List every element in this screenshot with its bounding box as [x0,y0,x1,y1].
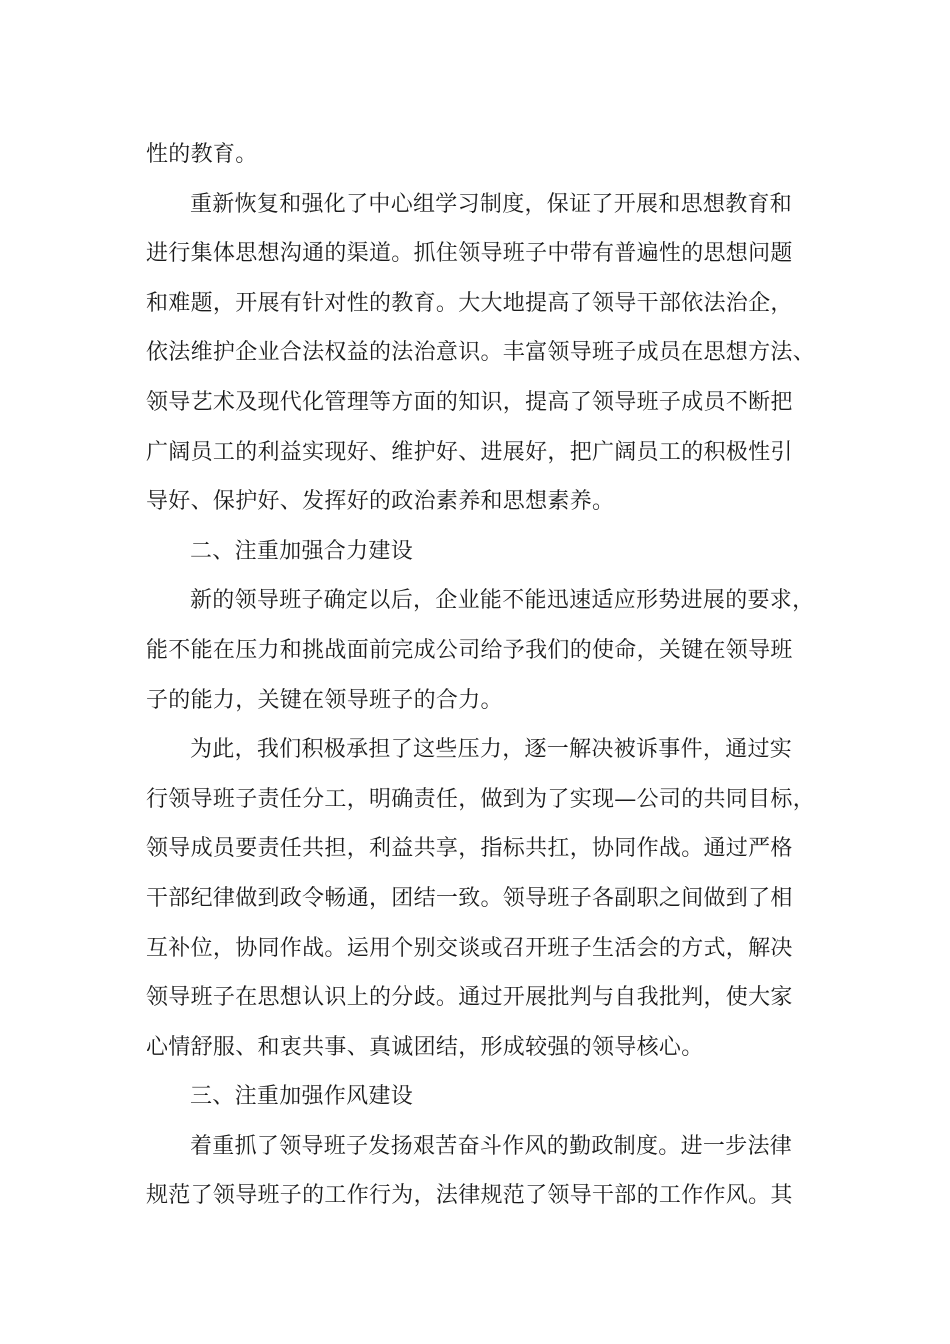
body-line: 导好、保护好、发挥好的政治素养和思想素养。 [146,489,615,515]
body-line: 能不能在压力和挑战面前完成公司给予我们的使命，关键在领导班 [146,637,793,663]
body-line: 领导成员要责任共担，利益共享，指标共扛，协同作战。通过严格 [146,836,793,862]
body-line: 和难题，开展有针对性的教育。大大地提高了领导干部依法治企， [146,290,793,316]
body-line: 广阔员工的利益实现好、维护好、进展好，把广阔员工的积极性引 [146,439,793,465]
body-line: 干部纪律做到政令畅通，团结一致。领导班子各副职之间做到了相 [146,885,793,911]
paragraph-first-line: 新的领导班子确定以后，企业能不能迅速适应形势进展的要求， [190,588,815,614]
body-line: 性的教育。 [146,142,258,167]
body-line: 进行集体思想沟通的渠道。抓住领导班子中带有普遍性的思想问题 [146,241,793,267]
body-line: 依法维护企业合法权益的法治意识。丰富领导班子成员在思想方法、 [146,340,816,366]
section-heading: 二、注重加强合力建设 [190,538,414,564]
document-body [146,130,826,1221]
body-line: 领导艺术及现代化管理等方面的知识，提高了领导班子成员不断把 [146,389,793,415]
body-line: 规范了领导班子的工作行为，法律规范了领导干部的工作作风。其 [146,1183,793,1209]
body-line: 行领导班子责任分工，明确责任，做到为了实现—公司的共同目标， [146,786,816,812]
body-line: 心情舒服、和衷共事、真诚团结，形成较强的领导核心。 [146,1034,704,1060]
paragraph-first-line: 着重抓了领导班子发扬艰苦奋斗作风的勤政制度。进一步法律 [190,1133,793,1159]
body-line: 互补位，协同作战。运用个别交谈或召开班子生活会的方式，解决 [146,935,793,961]
paragraph-first-line: 为此，我们积极承担了这些压力，逐一解决被诉事件，通过实 [190,737,793,763]
paragraph-first-line: 重新恢复和强化了中心组学习制度，保证了开展和思想教育和 [190,191,793,217]
section-heading: 三、注重加强作风建设 [190,1084,414,1110]
body-line: 领导班子在思想认识上的分歧。通过开展批判与自我批判，使大家 [146,985,793,1011]
body-line: 子的能力，关键在领导班子的合力。 [146,687,503,713]
